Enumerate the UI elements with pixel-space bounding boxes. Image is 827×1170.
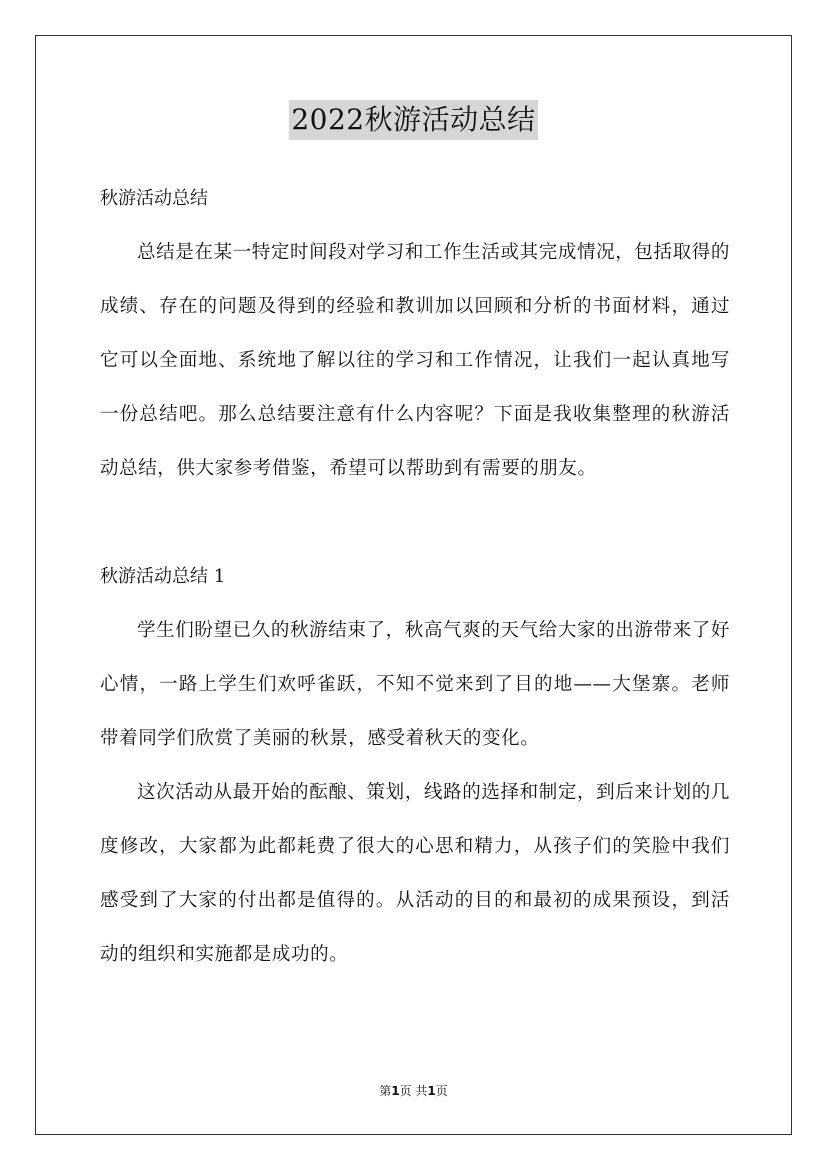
paragraph: 学生们盼望已久的秋游结束了，秋高气爽的天气给大家的出游带来了好心情，一路上学生们欢呼雀跃，不知不觉来到了目的地——大堡寨。老师带着同学们欣赏了美丽的秋景，感受着秋天的变化。 [100, 620, 730, 749]
spacer [100, 496, 730, 550]
footer-suffix: 页 [435, 1084, 448, 1098]
footer-page-number: 1 [391, 1084, 400, 1098]
section-heading: 秋游活动总结 [100, 188, 208, 209]
footer-total-pages: 1 [427, 1084, 436, 1098]
page-footer [0, 1083, 827, 1099]
footer-prefix: 第 [379, 1084, 392, 1098]
footer-mid: 页 共 [399, 1084, 428, 1098]
title-container [0, 100, 827, 140]
paragraph: 总结是在某一特定时间段对学习和工作生活或其完成情况，包括取得的成绩、存在的问题及得到的经验和教训加以回顾和分析的书面材料，通过它可以全面地、系统地了解以往的学习和工作情况，让我们一起认真地写一份总结吧。那么总结要注意有什么内容呢？下面是我收集整理的秋游活动总结，供大家参考借鉴，希望可以帮助到有需要的朋友。 [100, 242, 730, 479]
paragraph: 这次活动从最开始的酝酿、策划，线路的选择和制定，到后来计划的几度修改，大家都为此都耗费了很大的心思和精力，从孩子们的笑脸中我们感受到了大家的付出都是值得的。从活动的目的和最初的成果预设，到活动的组织和实施都是成功的。 [100, 782, 730, 965]
document-title: 2022秋游活动总结 [289, 100, 537, 140]
document-body [100, 172, 730, 982]
section-heading: 秋游活动总结 1 [100, 566, 226, 587]
